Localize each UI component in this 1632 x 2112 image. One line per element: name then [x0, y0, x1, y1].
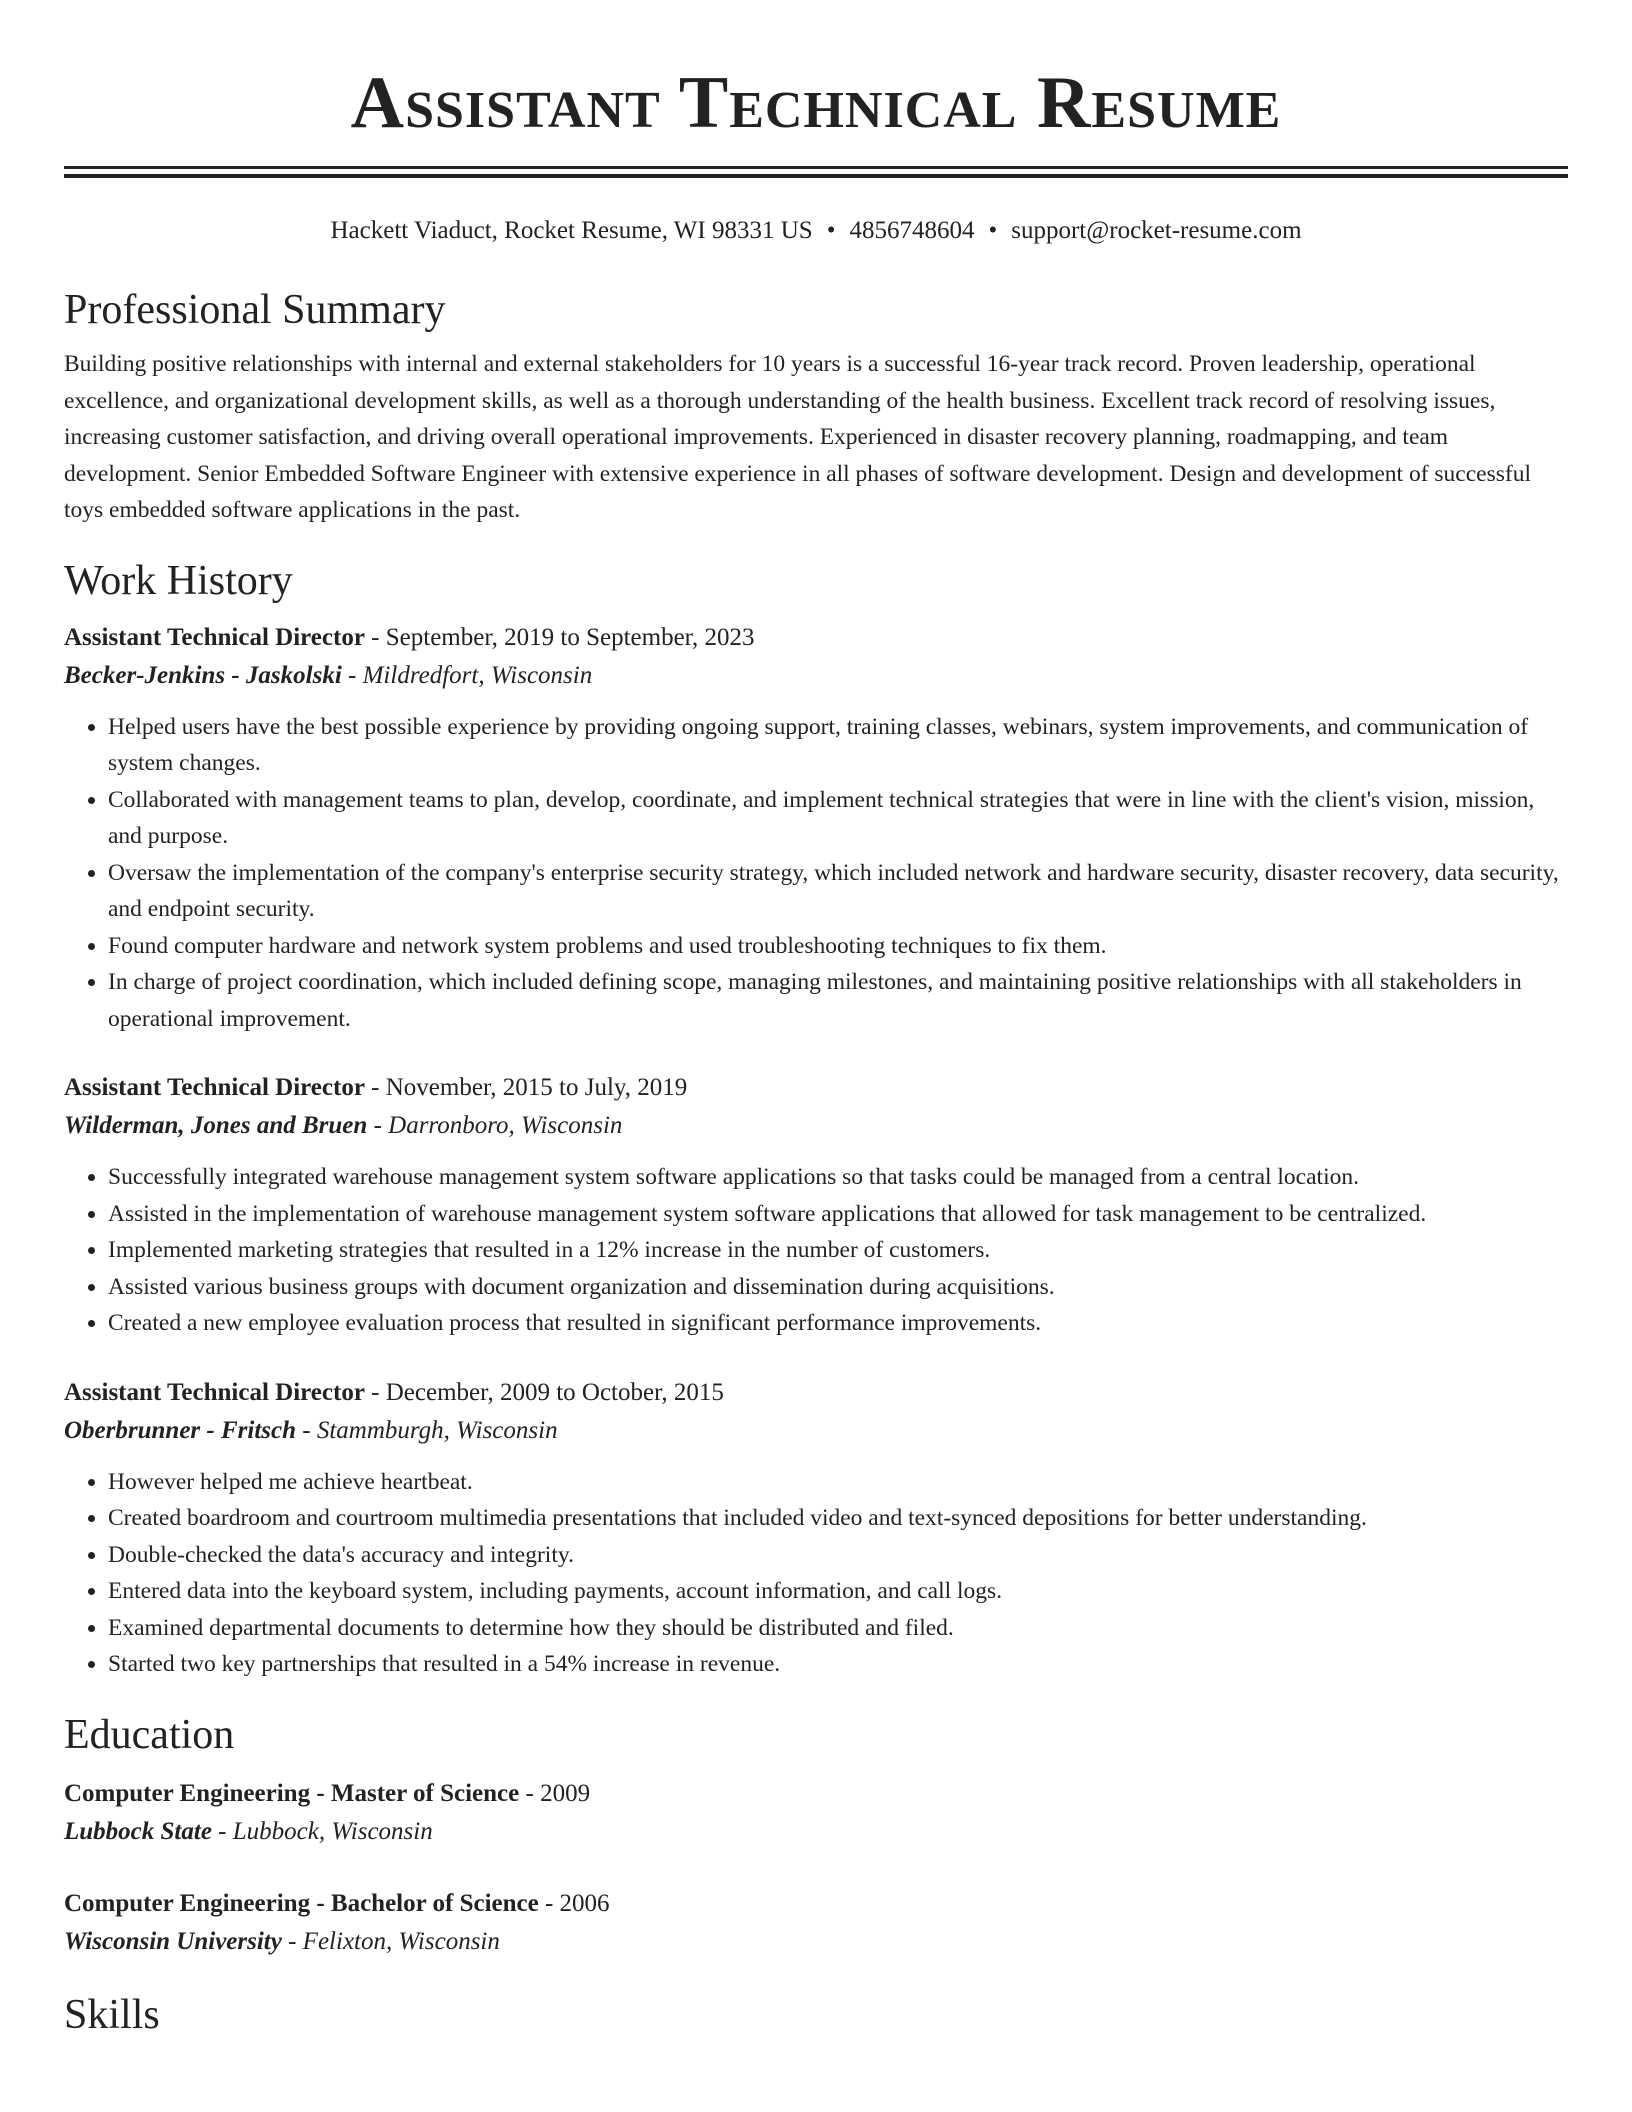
job-company: Wilderman, Jones and Bruen [64, 1112, 368, 1139]
job-bullet: • Implemented marketing strategies that resulted in a 12% increase in the number of customers. [108, 1232, 1568, 1269]
job-title: Assistant Technical Director [64, 1074, 365, 1101]
education-degree: Computer Engineering - Bachelor of Science [64, 1889, 539, 1917]
job-bullet: • Helped users have the best possible experience by providing ongoing support, training classes, webinars, system improvements, and communication of system changes. [108, 709, 1568, 782]
education-school-line [64, 1813, 1568, 1851]
job-title-line [64, 1374, 1568, 1412]
job-company: Oberbrunner - Fritsch [64, 1416, 296, 1444]
contact-separator: • [988, 217, 998, 244]
job-title-line [64, 1069, 1568, 1107]
summary-text: Building positive relationships with internal and external stakeholders for 10 years is a successful 16-year track record. Proven leadership, operational excellence, and organizational development skills, as well as a thorough understanding of the health business. Excellent track record of resolving issues, increasing customer satisfaction, and driving overall operational improvements. Experienced in disaster recovery planning, roadmapping, and team development. Senior Embedded Software Engineer with extensive experience in all phases of software development. Design and development of successful toys embedded software applications in the past. [64, 351, 1531, 523]
job-bullet: • Entered data into the keyboard system, including payments, account information, and call logs. [108, 1573, 1568, 1610]
job-bullet: • Created a new employee evaluation process that resulted in significant performance improvements. [108, 1305, 1568, 1342]
job-company: Becker-Jenkins - Jaskolski [64, 661, 342, 689]
job-company-line [64, 1107, 1568, 1145]
education-degree-line [64, 1775, 1568, 1813]
education-degree: Computer Engineering - Master of Science [64, 1779, 520, 1807]
skills-heading: Skills [64, 1991, 160, 2038]
contact-separator: • [826, 217, 836, 244]
job-bullet: • Oversaw the implementation of the company's enterprise security strategy, which included network and hardware security, disaster recovery, data security, and endpoint security. [108, 855, 1568, 928]
title-rule-bottom [64, 174, 1568, 178]
resume-title: Assistant Technical Resume [350, 62, 1282, 144]
education-year: - 2006 [538, 1889, 610, 1917]
education-year: - 2009 [519, 1779, 591, 1807]
job-bullets [64, 1159, 1568, 1342]
title-rule-top [64, 166, 1568, 169]
education-entry [64, 1775, 1568, 1851]
job-bullet: • Assisted in the implementation of warehouse management system software applications that allowed for task management to be centralized. [108, 1196, 1568, 1233]
contact-email[interactable]: support@rocket-resume.com [1011, 217, 1302, 244]
job-bullets [64, 1464, 1568, 1683]
education-location: - Felixton, Wisconsin [281, 1927, 500, 1955]
contact-address: Hackett Viaduct, Rocket Resume, WI 98331 US [330, 217, 813, 244]
job-title-line [64, 619, 1568, 657]
job-title: Assistant Technical Director [64, 1378, 365, 1406]
job-title: Assistant Technical Director [64, 623, 365, 651]
job-dates: - November, 2015 to July, 2019 [364, 1074, 688, 1101]
education-entry [64, 1885, 1568, 1961]
job-bullet: • Assisted various business groups with document organization and dissemination during acquisitions. [108, 1269, 1568, 1306]
job-entry [64, 619, 1568, 1038]
education-school: Wisconsin University [64, 1927, 282, 1955]
contact-phone: 4856748604 [849, 217, 975, 244]
education-degree-line [64, 1885, 1568, 1923]
job-company-line [64, 657, 1568, 695]
education-school-line [64, 1923, 1568, 1961]
education-school: Lubbock State [64, 1817, 212, 1845]
job-entry [64, 1374, 1568, 1683]
job-bullet: • Found computer hardware and network system problems and used troubleshooting techniques to fix them. [108, 928, 1568, 965]
job-location: - Darronboro, Wisconsin [367, 1112, 623, 1139]
education-heading: Education [64, 1711, 235, 1758]
job-dates: - September, 2019 to September, 2023 [364, 623, 755, 651]
education-location: - Lubbock, Wisconsin [211, 1817, 433, 1845]
job-bullets [64, 709, 1568, 1038]
contact-line [64, 214, 1568, 248]
job-bullet: • In charge of project coordination, which included defining scope, managing milestones, and maintaining positive relationships with all stakeholders in operational improvement. [108, 964, 1568, 1037]
summary-heading: Professional Summary [64, 287, 446, 333]
job-location: - Mildredfort, Wisconsin [341, 661, 593, 689]
job-bullet: • Examined departmental documents to determine how they should be distributed and filed. [108, 1610, 1568, 1647]
job-bullet: • Started two key partnerships that resulted in a 54% increase in revenue. [108, 1646, 1568, 1683]
job-company-line [64, 1412, 1568, 1450]
job-bullet: • Collaborated with management teams to plan, develop, coordinate, and implement technical strategies that were in line with the client's vision, mission, and purpose. [108, 782, 1568, 855]
job-bullet: • Created boardroom and courtroom multimedia presentations that included video and text-synced depositions for better understanding. [108, 1500, 1568, 1537]
job-dates: - December, 2009 to October, 2015 [364, 1378, 724, 1406]
job-location: - Stammburgh, Wisconsin [296, 1416, 558, 1444]
job-entry [64, 1069, 1568, 1342]
job-bullet: • Successfully integrated warehouse management system software applications so that tasks could be managed from a central location. [108, 1159, 1568, 1196]
job-bullet: • However helped me achieve heartbeat. [108, 1464, 1568, 1501]
job-bullet: • Double-checked the data's accuracy and integrity. [108, 1537, 1568, 1574]
work-history-heading: Work History [64, 557, 293, 604]
